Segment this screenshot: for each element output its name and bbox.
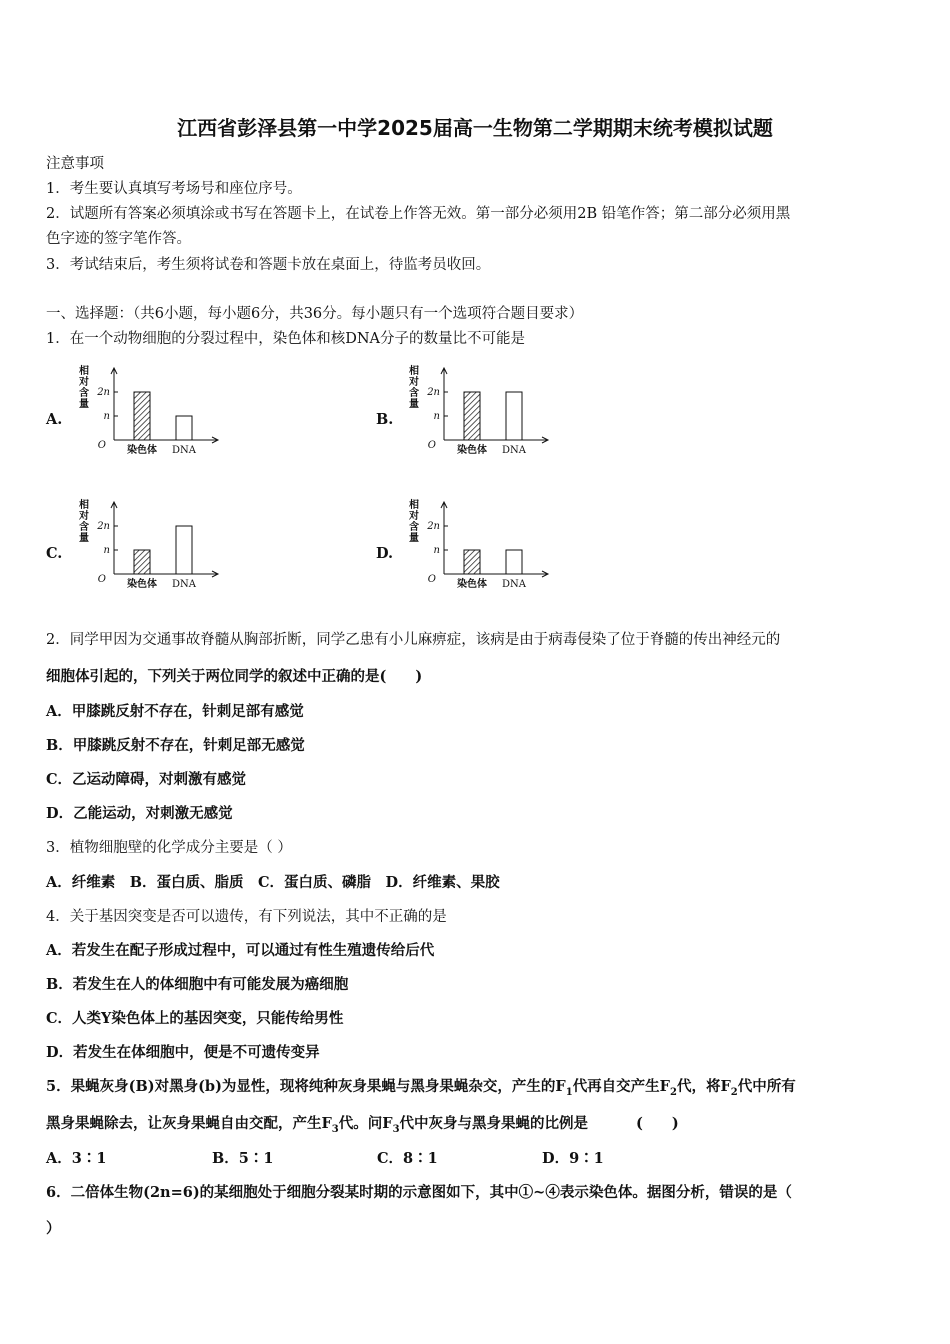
category-label-chromosome: 染色体 xyxy=(127,579,157,590)
notice-item-1: 1．考生要认真填写考场号和座位序号。 xyxy=(46,181,302,197)
q2-stem-line1: 2．同学甲因为交通事故脊髓从胸部折断，同学乙患有小儿麻痹症，该病是由于病毒侵染了位于脊髓的传出神经元的 xyxy=(46,632,781,648)
q2-option-d: D．乙能运动，对刺激无感觉 xyxy=(46,805,233,822)
q4-stem: 4．关于基因突变是否可以遗传，有下列说法，其中不正确的是 xyxy=(46,909,447,925)
notice-heading: 注意事项 xyxy=(46,156,104,172)
q1-chart-a xyxy=(76,360,226,460)
q3-stem: 3．植物细胞壁的化学成分主要是（ ） xyxy=(46,840,292,856)
q1-chart-b xyxy=(406,360,556,460)
category-label-chromosome: 染色体 xyxy=(457,445,487,456)
origin-label: O xyxy=(97,440,106,451)
tick-label-n: n xyxy=(103,411,110,422)
q1-option-c-label: C. xyxy=(46,545,63,562)
q5-stem-line2: 黑身果蝇除去，让灰身果蝇自由交配，产生$F_3$代。问$F_3$代中灰身与黑身果蝇的比例是 ( ) xyxy=(46,1115,679,1135)
q3-options: A．纤维素 B．蛋白质、脂质 C．蛋白质、磷脂 D．纤维素、果胶 xyxy=(46,874,500,891)
bar-chromosome xyxy=(134,392,150,440)
category-label-dna: DNA xyxy=(502,579,526,590)
q4-option-b: B．若发生在人的体细胞中有可能发展为癌细胞 xyxy=(46,976,349,993)
bar-dna xyxy=(176,416,192,440)
y-axis-label-char: 量 xyxy=(409,533,419,544)
q1-stem: 1．在一个动物细胞的分裂过程中，染色体和核DNA分子的数量比不可能是 xyxy=(46,331,526,347)
category-label-dna: DNA xyxy=(502,445,526,456)
category-label-dna: DNA xyxy=(172,445,196,456)
tick-label-2n: 2n xyxy=(427,387,440,398)
q1-chart-d xyxy=(406,494,556,594)
notice-item-3: 3．考试结束后，考生须将试卷和答题卡放在桌面上，待监考员收回。 xyxy=(46,257,491,273)
q2-option-c: C．乙运动障碍，对刺激有感觉 xyxy=(46,771,247,788)
q6-stem-line1: 6．二倍体生物(2n=6)的某细胞处于细胞分裂某时期的示意图如下，其中①~④表示染色体。据图分析，错误的是（ xyxy=(46,1184,792,1201)
q1-option-a-label: A. xyxy=(46,411,63,428)
origin-label: O xyxy=(97,574,106,585)
y-axis-label-char: 对 xyxy=(79,377,89,388)
q5-option-a: A．3∶1 xyxy=(46,1150,107,1167)
q2-option-b: B．甲膝跳反射不存在，针刺足部无感觉 xyxy=(46,737,305,754)
y-axis-label-char: 对 xyxy=(409,377,419,388)
tick-label-2n: 2n xyxy=(427,521,440,532)
category-label-chromosome: 染色体 xyxy=(457,579,487,590)
y-axis-label-char: 对 xyxy=(79,511,89,522)
notice-item-2-cont: 色字迹的签字笔作答。 xyxy=(46,231,191,247)
y-axis-label-char: 相 xyxy=(79,500,89,511)
tick-label-n: n xyxy=(433,545,440,556)
bar-dna xyxy=(506,550,522,574)
y-axis-label-char: 量 xyxy=(409,399,419,410)
q2-stem-line2: 细胞体引起的，下列关于两位同学的叙述中正确的是( ) xyxy=(46,668,423,685)
bar-chromosome xyxy=(134,550,150,574)
y-axis-label-char: 含 xyxy=(79,522,89,533)
y-axis-label-char: 相 xyxy=(79,366,89,377)
q4-option-a: A．若发生在配子形成过程中，可以通过有性生殖遗传给后代 xyxy=(46,942,435,959)
bar-dna xyxy=(176,526,192,574)
q1-option-b-label: B. xyxy=(376,411,394,428)
page-title: 江西省彭泽县第一中学2025届高一生物第二学期期末统考模拟试题 xyxy=(177,116,773,140)
y-axis-label-char: 量 xyxy=(79,399,89,410)
y-axis-label-char: 相 xyxy=(409,500,419,511)
q5-option-d: D．9∶1 xyxy=(542,1150,604,1167)
origin-label: O xyxy=(427,440,436,451)
section-heading: 一、选择题：（共6小题，每小题6分，共36分。每小题只有一个选项符合题目要求） xyxy=(46,306,584,322)
q1-chart-c xyxy=(76,494,226,594)
y-axis-label-char: 相 xyxy=(409,366,419,377)
notice-item-2: 2．试题所有答案必须填涂或书写在答题卡上，在试卷上作答无效。第一部分必须用2B 铅笔作答；第二部分必须用黑 xyxy=(46,206,791,222)
tick-label-n: n xyxy=(433,411,440,422)
y-axis-label-char: 含 xyxy=(409,522,419,533)
q6-stem-line2: ） xyxy=(46,1220,61,1237)
y-axis-label-char: 含 xyxy=(79,388,89,399)
q4-option-d: D．若发生在体细胞中，便是不可遗传变异 xyxy=(46,1044,320,1061)
origin-label: O xyxy=(427,574,436,585)
tick-label-n: n xyxy=(103,545,110,556)
category-label-chromosome: 染色体 xyxy=(127,445,157,456)
y-axis-label-char: 含 xyxy=(409,388,419,399)
q1-option-d-label: D. xyxy=(376,545,394,562)
q5-option-b: B．5∶1 xyxy=(212,1150,274,1167)
y-axis-label-char: 对 xyxy=(409,511,419,522)
bar-dna xyxy=(506,392,522,440)
tick-label-2n: 2n xyxy=(97,387,110,398)
tick-label-2n: 2n xyxy=(97,521,110,532)
q2-option-a: A．甲膝跳反射不存在，针刺足部有感觉 xyxy=(46,703,304,720)
bar-chromosome xyxy=(464,392,480,440)
category-label-dna: DNA xyxy=(172,579,196,590)
bar-chromosome xyxy=(464,550,480,574)
q5-option-c: C．8∶1 xyxy=(377,1150,438,1167)
q4-option-c: C．人类Y染色体上的基因突变，只能传给男性 xyxy=(46,1010,344,1027)
q5-stem-line1: 5．果蝇灰身(B)对黑身(b)为显性，现将纯种灰身果蝇与黑身果蝇杂交，产生的$F_1$代再自交产生$F_2$代，将$F_2$代中所有 xyxy=(46,1078,796,1098)
y-axis-label-char: 量 xyxy=(79,533,89,544)
